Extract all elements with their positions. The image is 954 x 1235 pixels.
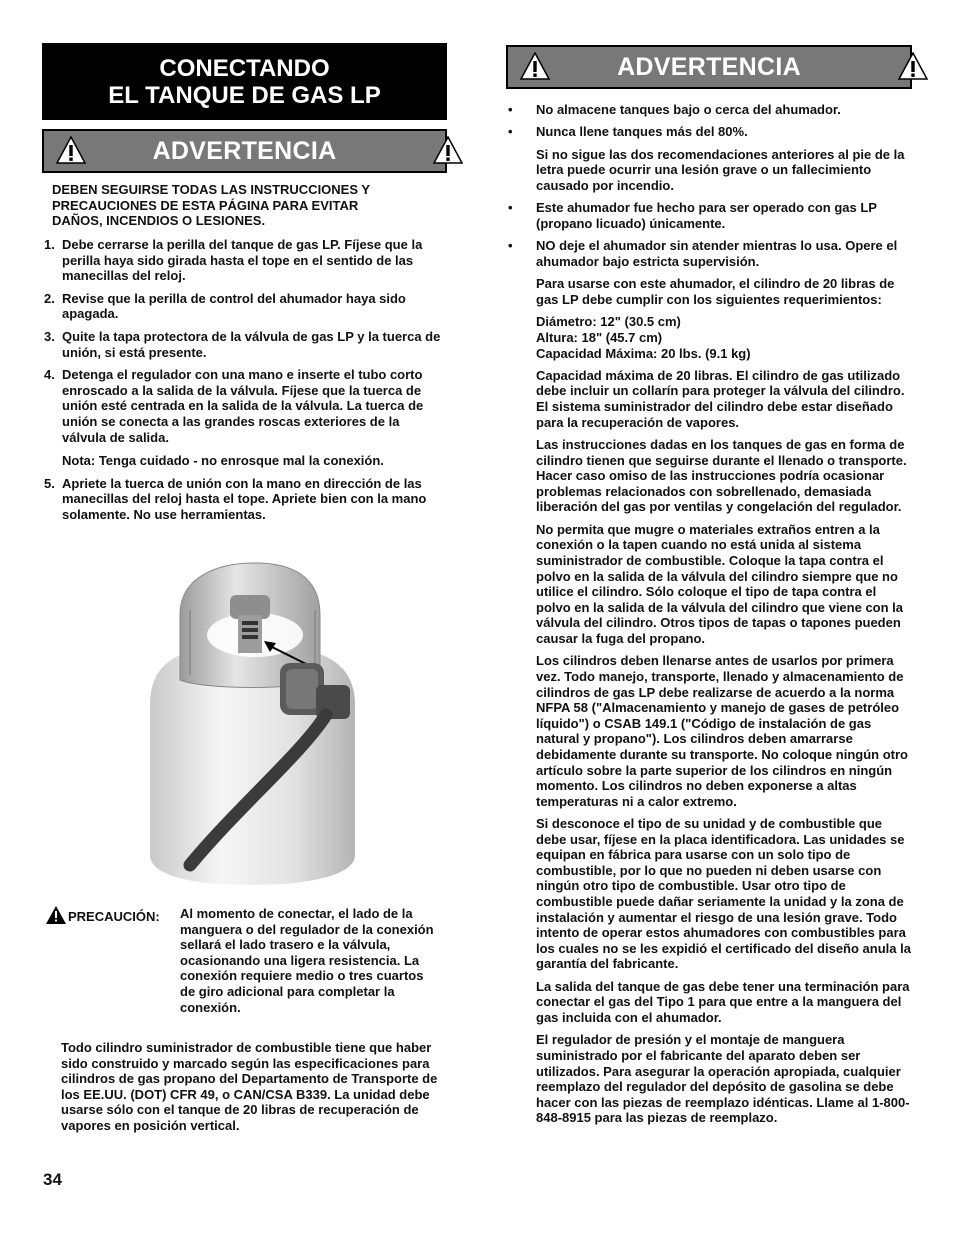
list-item: 2. Revise que la perilla de control del ahumador haya sido apagada.	[44, 290, 406, 322]
list-item: 3. Quite la tapa protectora de la válvula de gas LP y la tuerca de unión, si está presente.	[44, 328, 441, 360]
step-note: Nota: Tenga cuidado - no enrosque mal la conexión.	[62, 453, 384, 469]
list-item: No permita que mugre o materiales extraños entren a la conexión o la tapen cuando no está unida al sistema suministrador de combustible. Coloque la tapa contra el polvo en la salida de la válvula del cilindro siempre que no utilice el cilindro. Sólo coloque el tipo de tapa contra el polvo en la salida de la válvula del cilindro que viene con la válvula del cilindro. Otros tipos de tapas o tapones pueden causar la fuga del propano.	[536, 521, 904, 646]
list-item: 1. Debe cerrarse la perilla del tanque de gas LP. Fíjese que la perilla haya sido girada hasta el tope en el sentido de las manecillas del reloj.	[44, 237, 423, 284]
list-item: Los cilindros deben llenarse antes de usarlos por primera vez. Todo manejo, transporte, llenado y almacenamiento de cilindros de gas LP debe realizarse de acuerdo a la norma NFPA 58 ("Almacenamiento y manejo de gases de petróleo líquido") o CSAB 149.1 ("Código de instalación de gas natural y propano"). Los cilindros deben amarrarse debidamente durante su transporte. No coloque ningún otro artículo sobre la parte superior de los cilindros en ningún momento. Los cilindros no deben exponerse a altas temperaturas ni a calor extremo.	[536, 653, 908, 809]
list-item: Diámetro: 12" (30.5 cm) Altura: 18" (45.7 cm) Capacidad Máxima: 20 lbs. (9.1 kg)	[536, 314, 751, 361]
left-warning-banner	[42, 129, 447, 173]
section-title	[42, 43, 447, 120]
caution-text: Al momento de conectar, el lado de la manguera o del regulador de la conexión sellará el lado trasero e la válvula, ocasionando una ligera resistencia. La conexión requiere medio o tres cuartos de giro adicional para completar la conexión.	[180, 906, 434, 1015]
list-item: El regulador de presión y el montaje de manguera suministrado por el fabricante del aparato deben ser utilizados. Para asegurar la operación apropiada, cualquier reemplazo del regulador del depósito de gasolina se debe hacer con las piezas de reemplazo idénticas. Llame al 1-800-848-8915 para las piezas de reemplazo.	[536, 1032, 910, 1126]
caution-label-wrap	[46, 906, 160, 928]
warning-title: ADVERTENCIA	[152, 136, 337, 165]
list-item: Para usarse con este ahumador, el cilindro de 20 libras de gas LP debe cumplir con los siguientes requerimientos:	[536, 276, 895, 307]
list-item: 5. Apriete la tuerca de unión con la mano en dirección de las manecillas del reloj hasta el tope. Apriete bien con la mano solamente. No use herramientas.	[44, 475, 427, 522]
propane-tank-illustration	[130, 555, 370, 885]
right-warning-banner	[506, 45, 912, 89]
list-item: • NO deje el ahumador sin atender mientras lo usa. Opere el ahumador bajo estricta supervisión.	[506, 238, 912, 269]
caution-label: PRECAUCIÓN:	[68, 909, 160, 924]
list-item: Las instrucciones dadas en los tanques de gas en forma de cilindro tienen que seguirse durante el llenado o transporte. Hacer caso omiso de las instrucciones podría ocasionar problemas relacionados con sobrellenado, demasiada liberación del gas por ventilas y congelación del regulador.	[536, 437, 907, 515]
cylinder-spec-paragraph: Todo cilindro suministrador de combustible tiene que haber sido construido y marcado según las especificaciones para cilindros de gas propano del Departamento de Transporte de los EE.UU. (DOT) CFR 49, o CAN/CSA B339. La unidad debe usarse sólo con el tanque de 20 libras de recuperación de vapores en posición vertical.	[61, 1040, 438, 1133]
page-number: 34	[43, 1170, 62, 1189]
section-title-line1: CONECTANDO	[159, 54, 330, 82]
list-item: • Este ahumador fue hecho para ser operado con gas LP (propano licuado) únicamente.	[506, 200, 912, 231]
list-item: 4. Detenga el regulador con una mano e inserte el tubo corto enroscado a la salida de la válvula. Fíjese que la tuerca de unión esté centrada en la salida de la válvula. La tuerca de unión se conecta a las grandes roscas exteriores de la válvula de salida. Nota: Tenga cuidado - no enrosque mal la conexión.	[42, 367, 444, 469]
list-item: Si desconoce el tipo de su unidad y de combustible que debe usar, fíjese en la placa identificadora. Las unidades se equipan en fábrica para usarse con un solo tipo de combustible, por lo que no pueden ni deben usarse con ningún otro tipo de combustible. Usar otro tipo de combustible puede dañar seriamente la unidad y la zona de instalación y aumentar el riesgo de una lesión grave. Todo intento de operar estos ahumadores con combustibles para los cuales no se les expidió el certificado del diseño anula la garantía del fabricante.	[536, 816, 911, 972]
warning-list	[506, 102, 912, 1133]
list-item: La salida del tanque de gas debe tener una terminación para conectar el gas del Tipo 1 para que entre a la manguera del gas incluida con el ahumador.	[536, 978, 910, 1026]
list-item: Si no sigue las dos recomendaciones anteriores al pie de la letra puede ocurrir una lesión grave o un fallecimiento causado por incendio.	[536, 146, 905, 193]
lead-warning-text: DEBEN SEGUIRSE TODAS LAS INSTRUCCIONES Y PRECAUCIONES DE ESTA PÁGINA PARA EVITAR DAÑOS, INCENDIOS O LESIONES.	[52, 182, 370, 229]
connection-steps	[42, 237, 444, 530]
list-item: • No almacene tanques bajo o cerca del ahumador.	[506, 102, 912, 118]
list-item: • Nunca llene tanques más del 80%.	[506, 124, 912, 140]
warning-title: ADVERTENCIA	[617, 52, 801, 81]
list-item: Capacidad máxima de 20 libras. El cilindro de gas utilizado debe incluir un collarín para proteger la válvula del cilindro. El sistema suministrador del cilindro debe estar diseñado para la recuperación de vapores.	[536, 367, 905, 430]
section-title-line2: EL TANQUE DE GAS LP	[108, 81, 381, 109]
warning-triangle-icon	[46, 906, 66, 928]
